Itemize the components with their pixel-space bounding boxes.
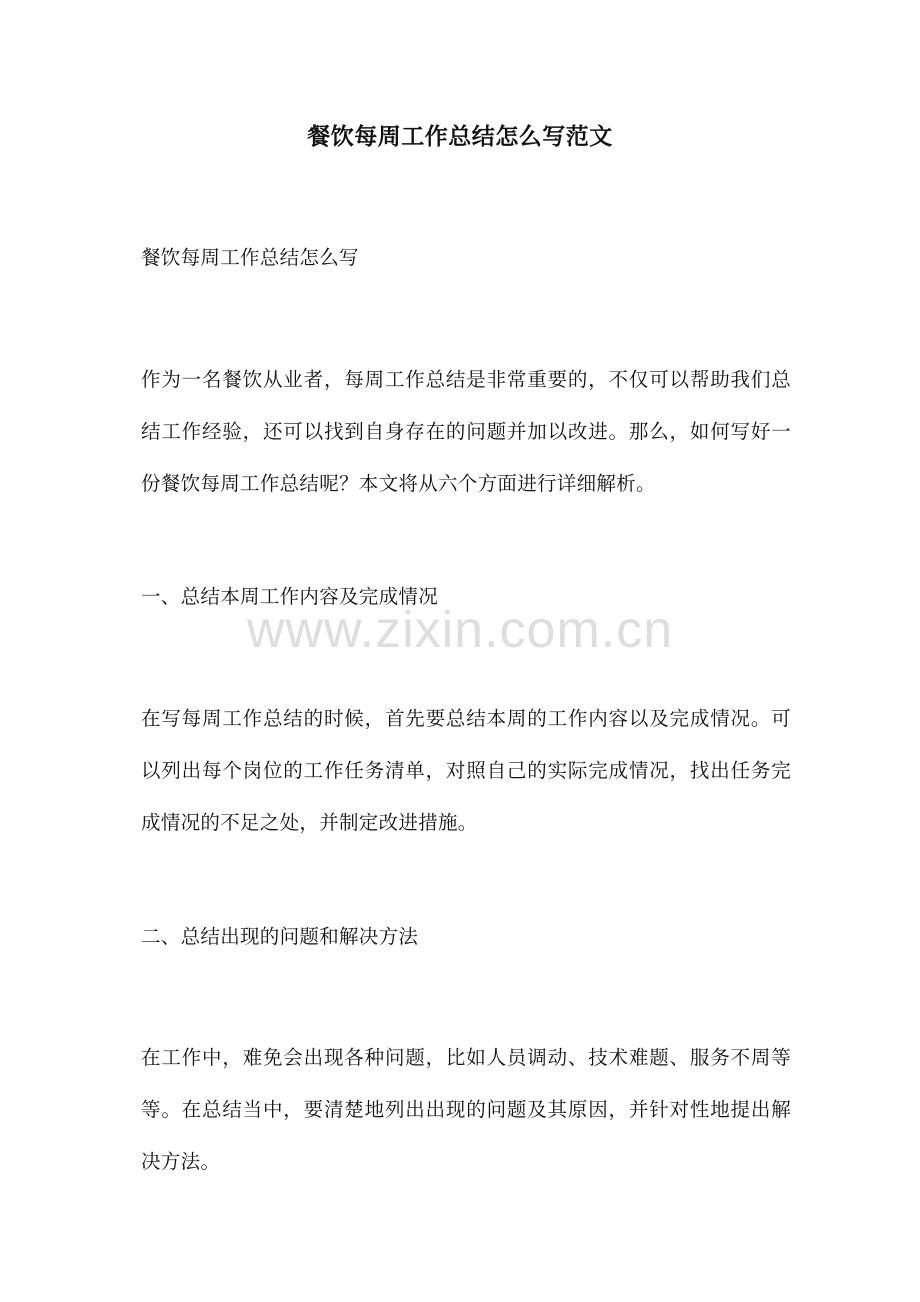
document-subtitle: 餐饮每周工作总结怎么写 [141, 246, 359, 269]
section-paragraph-1: 在写每周工作总结的时候，首先要总结本周的工作内容以及完成情况。可以列出每个岗位的工作任务清单，对照自己的实际完成情况，找出任务完成情况的不足之处，并制定改进措施。 [141, 707, 791, 834]
section-paragraph-2: 在工作中，难免会出现各种问题，比如人员调动、技术难题、服务不周等等。在总结当中，要清楚地列出出现的问题及其原因，并针对性地提出解决方法。 [141, 1046, 791, 1173]
intro-paragraph: 作为一名餐饮从业者，每周工作总结是非常重要的，不仅可以帮助我们总结工作经验，还可以找到自身存在的问题并加以改进。那么，如何写好一份餐饮每周工作总结呢？本文将从六个方面进行详细解析。 [141, 368, 791, 495]
document-title: 餐饮每周工作总结怎么写范文 [307, 123, 613, 150]
section-heading-1: 一、总结本周工作内容及完成情况 [141, 585, 439, 608]
watermark: www.zixin.com.cn [246, 601, 674, 659]
section-heading-2: 二、总结出现的问题和解决方法 [141, 925, 419, 948]
